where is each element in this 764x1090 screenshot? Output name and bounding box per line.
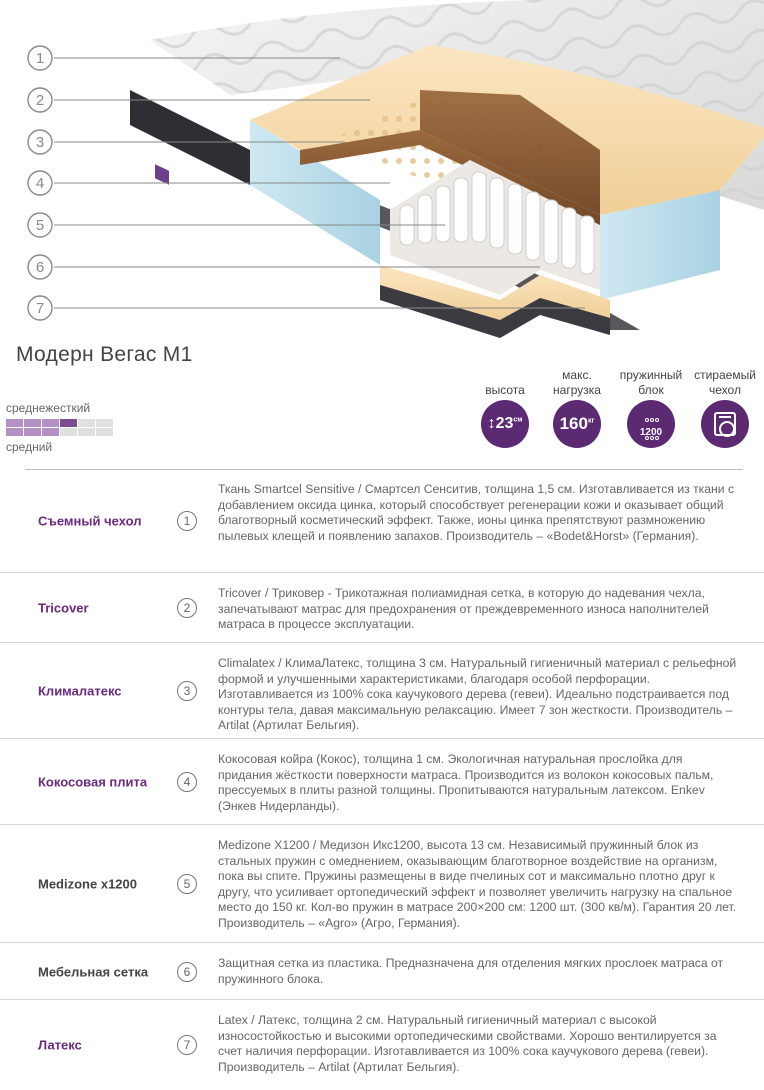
badge-height: [470, 366, 540, 448]
firmness-cell: [6, 419, 23, 427]
table-row: [0, 469, 764, 573]
layer-description: Tricover / Триковер - Трикотажная полиамидная сетка, в которую до надевания чехла, запечатывают матрас для предохранения от преждевременного износа наполнителей матраса в процессе эксплуатации.: [218, 586, 709, 632]
layer-description: Latex / Латекс, толщина 2 см. Натуральный гигиеничный материал с высокой износостойкостью и высокими ортопедическими свойствами. Хорошо вентилируется за счет наличия перфорации. Изготавливается из 100% сока каучукового дерева (гевеи). Производитель – Artilat (Артилат Бельгия).: [218, 1013, 717, 1074]
badge-load-value: 160: [559, 414, 588, 433]
washing-machine-icon: [701, 400, 749, 448]
badge-load-unit: кг: [587, 417, 595, 425]
layer-name: Латекс: [38, 1037, 82, 1053]
table-row: [0, 943, 764, 1000]
layer-name: Съемный чехол: [38, 513, 142, 529]
firmness-cell: [78, 428, 95, 436]
spring-grid-icon: [627, 400, 675, 448]
firmness-cell: [96, 428, 113, 436]
layer-description: Кокосовая койра (Кокос), толщина 1 см. Экологичная натуральная прослойка для придания жёсткости поверхности матраса. Производится из волокон кокосовых пальм, прессуемых в плиты разной толщины. Пропитываются натуральным латексом. Enkev (Энкев Нидерланды).: [218, 752, 714, 813]
badge-spring-value: 1200: [639, 426, 663, 438]
firmness-cell: [42, 428, 59, 436]
firmness-cell: [60, 428, 77, 436]
badge-spring: [616, 366, 686, 448]
firmness-bars: [6, 419, 116, 436]
layer-number: 3: [177, 681, 197, 701]
firmness-cell: [24, 428, 41, 436]
side-border-shape: [130, 90, 250, 185]
table-row: [0, 1000, 764, 1090]
badge-load-label: макс. нагрузка: [553, 368, 601, 397]
firmness-top-label: среднежесткий: [6, 401, 91, 415]
layer-name: Кокосовая плита: [38, 774, 148, 790]
firmness-cell: [42, 419, 59, 427]
badge-load: [542, 366, 612, 448]
layer-number: 5: [177, 874, 197, 894]
table-row: [0, 573, 764, 643]
firmness-cell: [78, 419, 95, 427]
callout-label-4: 4: [35, 175, 45, 192]
product-title: Модерн Вегас М1: [16, 343, 193, 366]
layer-description: Climalatex / КлимаЛатекс, толщина 3 см. Натуральный гигиеничный материал с рельефной формой и улучшенными характеристиками, благодаря особой перфорации. Изготавливается из 100% сока каучукового дерева (гевеи). Идеально подстраивается под контуры тела, давая максимальную релаксацию. Имеет 7 зон жесткости. Производитель – Artilat (Артилат Бельгия).: [218, 656, 737, 733]
layer-number: 2: [177, 598, 197, 618]
layer-number: 1: [177, 511, 197, 531]
firmness-bar-bottom: [6, 428, 116, 436]
height-arrows-icon: $↕23^{см}$: [481, 400, 529, 448]
firmness-cell: [60, 419, 77, 427]
callout-label-5: 5: [35, 217, 45, 234]
layer-description: Medizone X1200 / Медизон Икс1200, высота 13 см. Независимый пружинный блок из стальных пружин с омеднением, оказывающим благотворное воздействие на организм, пока вы спите. Пружины размещены в виде пчелиных сот и максимально плотно друг к другу, что усиливает ортопедический эффект и позволяет увеличить нагрузку на спальное место до 150 кг. Кол-во пружин в матрасе 200×200 см: 1200 шт. (300 кв/м). Гарантия 20 лет. Производитель – «Agro» (Агро, Германия).: [218, 838, 737, 930]
badge-wash: [690, 366, 760, 448]
layer-name: Мебельная сетка: [38, 964, 149, 979]
firmness-cell: [24, 419, 41, 427]
badge-height-value: 23: [495, 415, 514, 432]
layer-number: 7: [177, 1035, 197, 1055]
badge-height-unit: см: [513, 416, 523, 424]
callout-label-7: 7: [35, 300, 45, 317]
callout-label-3: 3: [35, 134, 45, 151]
layer-name: Tricover: [38, 600, 89, 616]
badge-spring-label: пружинный блок: [619, 368, 683, 397]
table-row: [0, 739, 764, 825]
callout-label-6: 6: [35, 259, 45, 276]
feature-badges: [470, 366, 762, 456]
firmness-scale: [6, 401, 116, 455]
callout-label-1: 1: [35, 50, 45, 67]
layer-number: 4: [177, 772, 197, 792]
weight-icon: [553, 400, 601, 448]
firmness-bar-top: [6, 419, 116, 427]
mattress-illustration: [0, 0, 764, 340]
callout-markers: [28, 46, 52, 320]
callout-label-2: 2: [35, 92, 45, 109]
layer-name: Medizone x1200: [38, 876, 137, 892]
badge-height-label: высота: [485, 383, 525, 397]
table-row: [0, 825, 764, 943]
layer-number: 6: [177, 962, 197, 982]
layer-description: Ткань Smartcel Sensitive / Смартсел Сенситив, толщина 1,5 см. Изготавливается из ткани с добавлением оксида цинка, который способствует регенерации кожи и оказывает общий благотворный косметический эффект. Также, ионы цинка препятствуют размножению пылевых клещей и появлению запахов. Производитель – «Bodet&Horst» (Германия).: [218, 482, 735, 543]
layer-description: Защитная сетка из пластика. Предназначена для отделения мягких прослоек матраса от пружинного блока.: [218, 956, 724, 986]
table-row: [0, 643, 764, 739]
mattress-cutaway-svg: [0, 0, 764, 340]
badge-wash-label: стираемый чехол: [694, 368, 756, 397]
firmness-cell: [96, 419, 113, 427]
layers-table: [0, 469, 764, 1090]
layer-name: Клималатекс: [38, 683, 122, 699]
firmness-cell: [6, 428, 23, 436]
firmness-bottom-label: средний: [6, 440, 53, 454]
